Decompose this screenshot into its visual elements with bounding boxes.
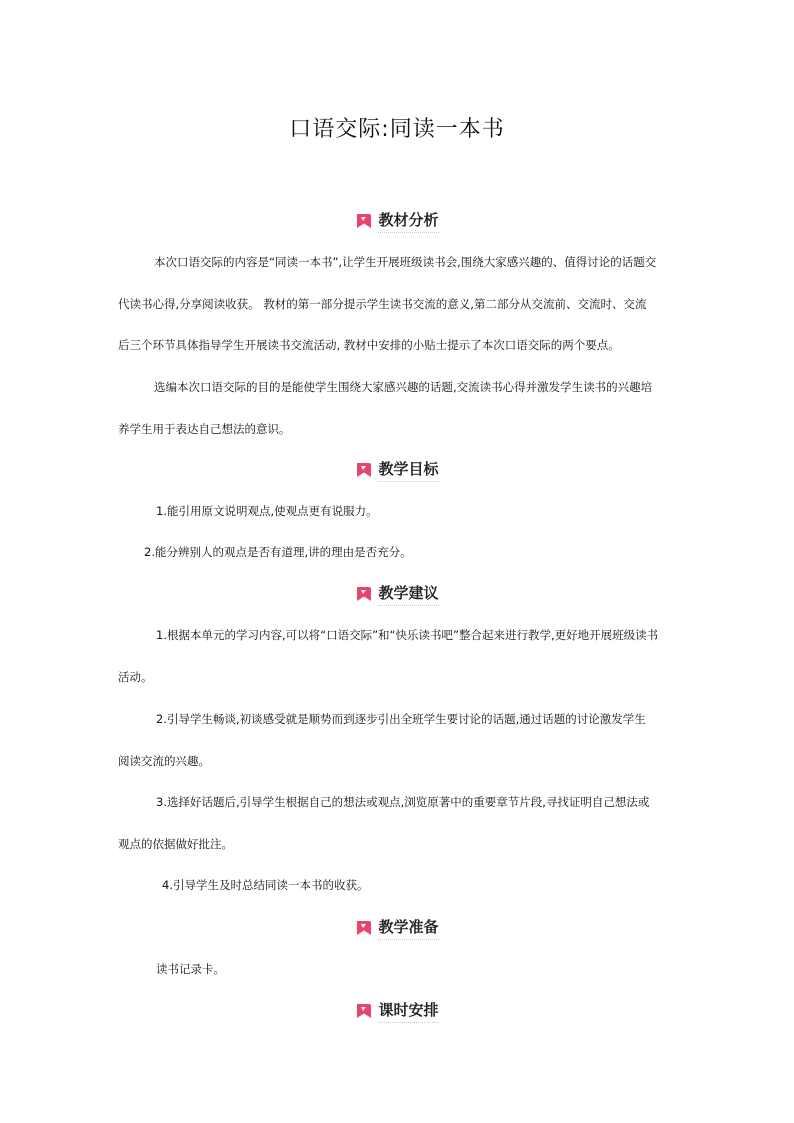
paragraph-line: 代读书心得,分享阅读收获。 教材的第一部分提示学生读书交流的意义,第二部分从交流前、交流时、交流 <box>118 297 647 311</box>
bookmark-ribbon-icon <box>355 212 373 230</box>
paragraph-line: 养学生用于表达自己想法的意识。 <box>118 422 291 436</box>
section-heading-schedule <box>0 999 794 1023</box>
section-heading-text: 教学准备 <box>378 916 438 940</box>
paragraph-line: 2.引导学生畅谈,初谈感受就是顺势而到逐步引出全班学生要讨论的话题,通过话题的讨论激发学生 <box>156 712 646 726</box>
section-heading-text: 课时安排 <box>378 999 438 1023</box>
paragraph-line: 本次口语交际的内容是“同读一本书”,让学生开展班级读书会,围绕大家感兴趣的、值得讨论的话题交 <box>154 255 657 269</box>
paragraph-line: 1.能引用原文说明观点,使观点更有说服力。 <box>156 504 378 518</box>
paragraph-line: 活动。 <box>118 670 153 684</box>
section-heading-objectives <box>0 458 794 482</box>
bookmark-ribbon-icon <box>355 1002 373 1020</box>
paragraph-line: 阅读交流的兴趣。 <box>118 754 210 768</box>
section-heading-analysis <box>0 209 794 233</box>
bookmark-ribbon-icon <box>355 585 373 603</box>
paragraph-line: 观点的依据做好批注。 <box>118 837 233 851</box>
section-heading-suggestions <box>0 582 794 606</box>
section-heading-preparation <box>0 916 794 940</box>
paragraph-line: 4.引导学生及时总结同读一本书的收获。 <box>162 878 369 892</box>
paragraph-line: 1.根据本单元的学习内容,可以将“口语交际”和“快乐读书吧”整合起来进行教学,更好地开展班级读书 <box>156 628 659 642</box>
section-heading-text: 教学目标 <box>378 458 438 482</box>
section-heading-text: 教学建议 <box>378 582 438 606</box>
bookmark-ribbon-icon <box>355 461 373 479</box>
section-heading-text: 教材分析 <box>378 209 438 233</box>
paragraph-line: 读书记录卡。 <box>156 962 225 976</box>
page-title: 口语交际:同读一本书 <box>289 117 505 142</box>
paragraph-line: 2.能分辨别人的观点是否有道理,讲的理由是否充分。 <box>144 545 412 559</box>
paragraph-line: 后三个环节具体指导学生开展读书交流活动, 教材中安排的小贴士提示了本次口语交际的两个要点。 <box>118 338 620 352</box>
paragraph-line: 3.选择好话题后,引导学生根据自己的想法或观点,浏览原著中的重要章节片段,寻找证明自己想法或 <box>156 795 650 809</box>
paragraph-line: 选编本次口语交际的目的是能使学生围绕大家感兴趣的话题,交流读书心得并激发学生读书的兴趣培 <box>154 380 653 394</box>
bookmark-ribbon-icon <box>355 919 373 937</box>
